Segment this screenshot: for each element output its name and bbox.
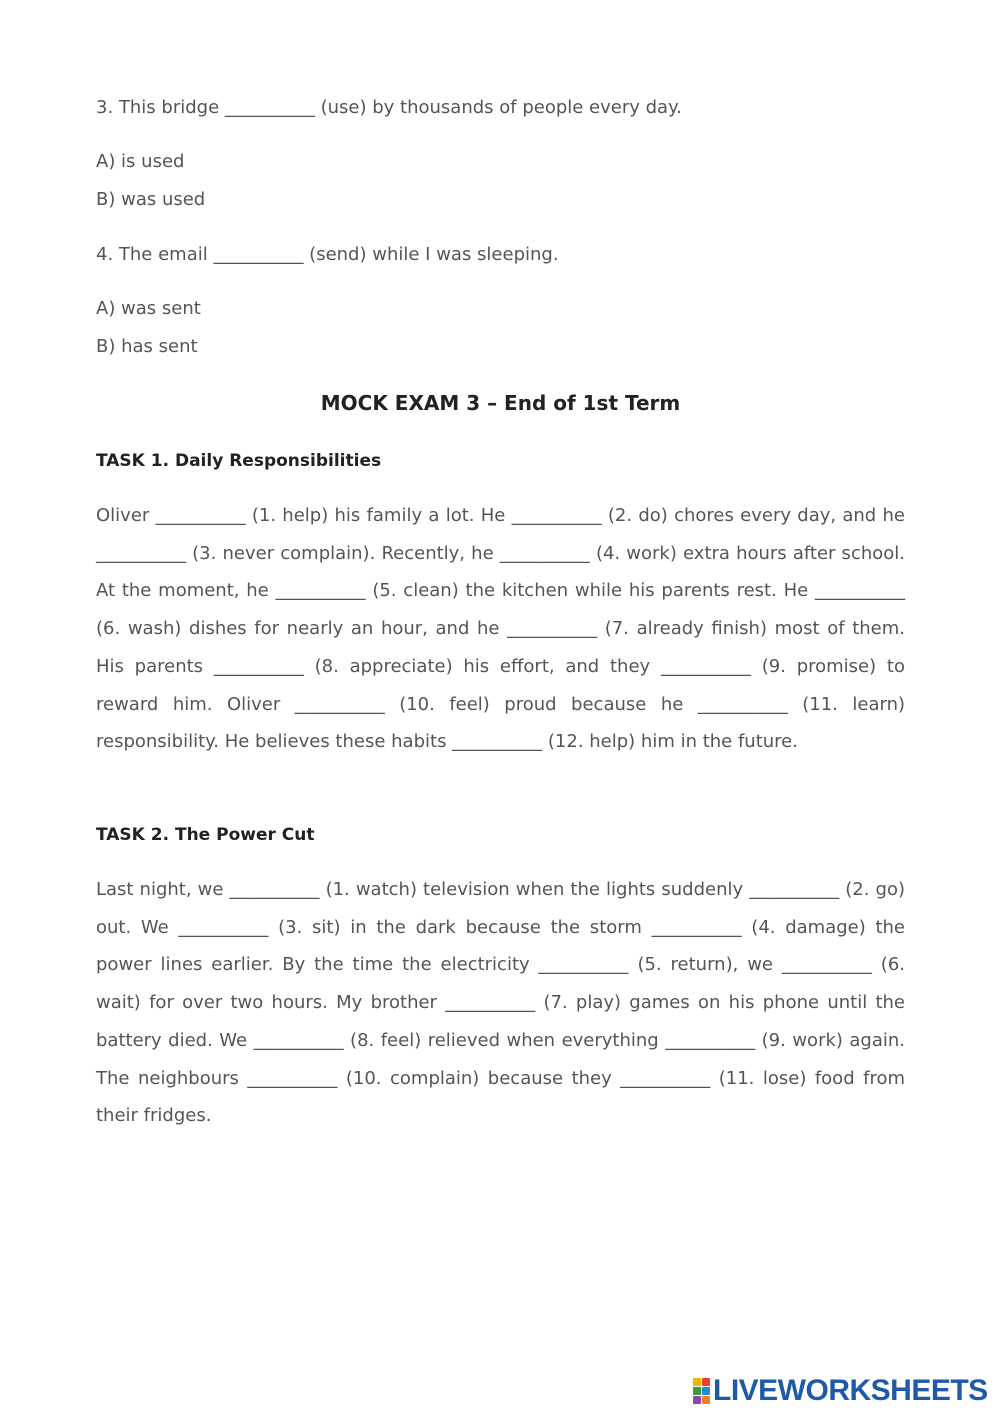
liveworksheets-logo-icon: [693, 1378, 710, 1404]
question-4-text: 4. The email __________ (send) while I was sleeping.: [96, 244, 559, 265]
question-3-text: 3. This bridge __________ (use) by thousands of people every day.: [96, 97, 682, 118]
task-2-paragraph: Last night, we __________ (1. watch) television when the lights suddenly __________ (2. go) out. We __________ (3. sit) in the dark because the storm __________ (4. damage) the power lines earlier. By the time the electricity __________ (5. return), we __________ (6. wait) for over two hours. My brother __________ (7. play) games on his phone until the battery died. We __________ (8. feel) relieved when everything __________ (9. work) again. The neighbours __________ (10. complain) because they __________ (11. lose) food from their fridges.: [96, 879, 905, 1127]
liveworksheets-logo-text: LIVEWORKSHEETS: [713, 1374, 988, 1407]
question-4-option-a: A) was sent: [96, 298, 201, 319]
task-1-title: TASK 1. Daily Responsibilities: [96, 451, 382, 471]
task-2-title: TASK 2. The Power Cut: [96, 825, 315, 845]
question-3-option-a: A) is used: [96, 151, 185, 172]
question-4-option-b: B) has sent: [96, 336, 198, 357]
task-1-paragraph: Oliver __________ (1. help) his family a lot. He __________ (2. do) chores every day, and he __________ (3. never complain). Recently, he __________ (4. work) extra hours after school. At the moment, he __________ (5. clean) the kitchen while his parents rest. He __________ (6. wash) dishes for nearly an hour, and he __________ (7. already finish) most of them. His parents __________ (8. appreciate) his effort, and they __________ (9. promise) to reward him. Oliver __________ (10. feel) proud because he __________ (11. learn) responsibility. He believes these habits __________ (12. help) him in the future.: [96, 505, 905, 753]
exam-title: MOCK EXAM 3 – End of 1st Term: [320, 391, 681, 415]
liveworksheets-logo: [693, 1375, 988, 1407]
question-3-option-b: B) was used: [96, 189, 206, 210]
